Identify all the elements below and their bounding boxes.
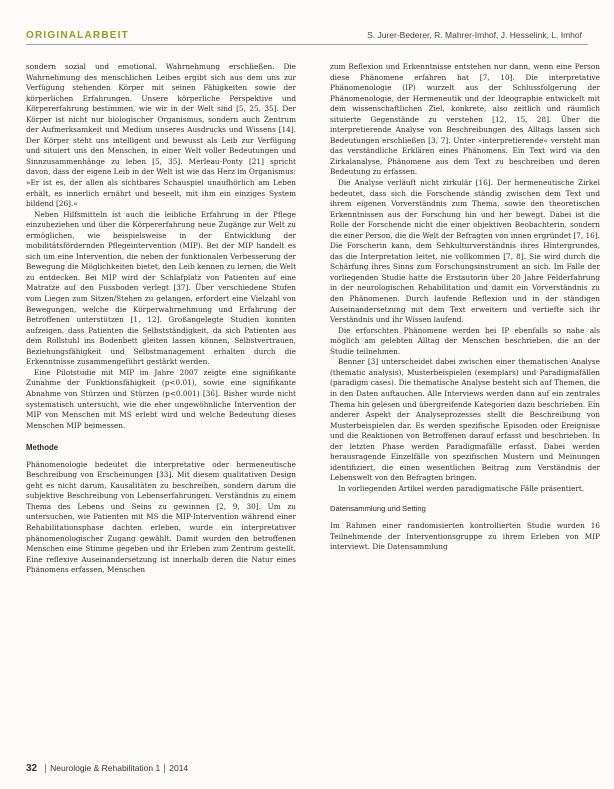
journal-year: 2014	[169, 763, 189, 773]
footer-divider	[164, 764, 165, 773]
author-line: S. Jurer-Bederer, R. Mahrer-Imhof, J. Hesselink, L. Imhof	[367, 30, 582, 40]
subsection-heading-datensammlung: Datensammlung und Setting	[330, 504, 426, 514]
paragraph: Die erforschten Phänomene werden bei IP ebenfalls so nahe als möglich am gelebten Alltag der Menschen beschrieben, die an der Studie teilnehmen.	[330, 325, 600, 356]
page-number: 32	[26, 763, 38, 774]
section-heading-methode: Methode	[26, 443, 59, 453]
paragraph: Eine Pilotstudie mit MIP im Jahre 2007 zeigte eine signifikante Zunahme der Funktionsfähigkeit (p<0.01), sowie eine signifikante Abnahme von Stürzen und Stürzen (p<0.001) [36]. Bisher wurde nicht systematisch untersucht, wie die eher ungewöhnliche Intervention der MIP von Menschen mit MS erlebt wird und welche Bedeutung dieses Menschen MIP beimessen.	[26, 367, 296, 430]
header-rule	[26, 44, 588, 45]
paragraph: Phänomenologie bedeutet die interpretative oder hermeneutische Beschreibung von Erscheinungen [33]. Mit diesem qualitativen Design geht es nicht darum, Kausalitäten zu beschreiben, sondern darum die subjektive Beschreibung von Lebenserfahrungen. Verständnis zu einem Thema des Lebens und Seins zu gewinnen [2, 9, 30]. Um zu untersuchen, wie Patienten mit MS die MIP-Intervention während einer Rehabilitationsphase dachten erleben, wurde ein interpretativer phänomenologischer Zugang gewählt. Damit wurden den betroffenen Menschen eine Stimme gegeben und ihr Erleben zum Zentrum gestellt. Eine reflexive Auseinandersetzung ist innerhalb deren die Natur eines Phänomens erfassen, Menschen	[26, 459, 296, 575]
left-column	[26, 62, 296, 576]
journal-name: Neurologie & Rehabilitation 1	[50, 763, 161, 773]
footer-divider	[45, 764, 46, 773]
paragraph: Benner [3] unterscheidet dabei zwischen einer thematischen Analyse (thematic analysis), Musterbeispielen (exemplars) und Paradigmafällen (paradigm cases). Die thematische Analyse besteht sich auf Themen, die in den Daten auftauchen. Alle Interviews werden dann auf ein zentrales Thema hin gelesen und übergreifende Kategorien dazu beschrieben. Ein anderer Aspekt der Analyseprozesses stellt die Beschreibung von Musterbeispielen dar. Es werden spezifische Episoden oder Ereignisse und die Reaktionen von Betroffenen darauf erfasst und beschrieben. In der letzten Phase werden Paradigmafälle erfasst. Dabei werden herausragende Einzelfälle von spezifischen Mustern und Meinungen identifiziert, die einen wesentlichen Beitrag zum Verständnis der Lebenswelt von den Befragten bringen.	[330, 357, 600, 483]
page-header	[0, 0, 614, 70]
paragraph: Neben Hilfsmitteln ist auch die leibliche Erfahrung in der Pflege einzubeziehen und über die Körpererfahrung neue Zugänge zur Welt zu ermöglichen, wie beispielsweise in der Entwicklung der mobilitätsfördernden Pflegeintervention (MIP). Bei der MIP handelt es sich um eine Intervention, die neben der funktionalen Verbesserung der Bewegung die Möglichkeiten bietet, den Leib kennen zu lernen, die Welt zu entdecken. Bei MIP wird der Schlafplatz von Patienten auf eine Matratze auf den Fussboden verlegt [37]. Über verschiedene Stufen vom Liegen zum Sitzen/Stehen zu gelangen, erfordert eine Vielzahl von Bewegungen, welche die Körperwahrnehmung und Erfahrung der Betroffenen unterstützen [1, 12]. Großangelegte Studien konnten aufzeigen, dass Patienten die Selbstständigkeit, da sich Patienten aus dem Rollstuhl ins Bodenbett gleiten lassen können, Selbstvertrauen, Beziehungsfähigkeit und Selbstmanagement erhalten durch die Erkenntnisse zusammengeführt gestärkt werden.	[26, 209, 296, 367]
paragraph: In vorliegenden Artikel werden paradigmatische Fälle präsentiert.	[338, 483, 585, 493]
paragraph: Im Rahmen einer randomisierten kontrollierten Studie wurden 16 Teilnehmende der Interventionsgruppe zu ihrem Erleben von MIP interviewt. Die Datensammlung	[330, 520, 600, 552]
paragraph: Die Analyse verläuft nicht zirkulär [16]. Der hermeneutische Zirkel bedeutet, dass sich die Forschende ständig zwischen dem Text und ihrem eigenen Vorverständnis zum Thema, sowie den theoretischen Erkenntnissen aus der Forschung hin und her bewegt. Dabei ist die Rolle der Forschende nicht die einer objektiven Beobachterin, sondern die einer Person, die die Welt der Befragten von innen ergründet [7, 16]. Die Forscherin kann, dem Sehkulturverständnis ihres Hintergrundes, das die Interpretation leitet, nie vollkommen [7, 8]. Sie wird durch die Schärfung ihres Sinns zum Forschungsinstrument an sich. Im Falle der vorliegenden Studie hatte die Erstautorin über 20 Jahre Felderfahrung in der neurologischen Rehabilitation und damit ein Vorverständnis zu den Phänomenen. Durch laufende Reflexion und in der ständigen Auseinandersetzung mit dem Text erweitern und vertiefte sich ihr Verständnis und ihr Wissen laufend.	[330, 178, 600, 325]
right-column	[330, 62, 600, 553]
paragraph: zum Reflexion und Erkenntnisse entstehen nur dann, wenn eine Person diese Phänomene erfahren hat [7, 10]. Die interpretative Phänomenologie (IP) wurzelt aus der Schlussfolgerung der Phänomenologie, der Hermeneutik und der Ideographie entwickelt mit dem wissenschaftlichen Ziel, konkrete, also zeitlich und räumlich situierte Gegenstände zu verstehen [12, 15, 28]. Über die interpretierende Analyse von Beschreibungen des Alltags lassen sich Bedeutungen erschließen [3, 7]. Unter »interpretierende« versteht man das verständliche Erklären eines Phänomens. Ein Text wird via den Zirkalanalyse, Phänomene aus dem Text zu beschreiben und deren Bedeutung zu erfassen.	[330, 62, 600, 177]
section-label: ORIGINALARBEIT	[26, 30, 129, 41]
paragraph: sondern sozial und emotional. Wahrnehmung erschließen. Die Wahrnehmung des menschlichen Leibes ergibt sich aus dem uns zur Verfügung stehenden Körper mit seinen Fähigkeiten sowie der körperlichen Erfahrungen. Unsere körperliche Perspektive und Körpererfahrung bestimmen, wie wir in der Welt sind [5, 25, 35]. Der Körper ist nicht nur biologischer Organismus, sondern auch Zentrum der Aufmerksamkeit und Medium unseres Ausdrucks und Wissens [14]. Der Körper steht uns intelligent und bewusst als Leib zur Verfügung und situiert uns den Menschen, in einer Welt voller Bedeutungen und Sinnzusammenhänge zu leben [5, 35]. Merleau-Ponty [21] spricht davon, dass der eigene Leib in der Welt ist wie das Herz im Organismus: »Er ist es, der allen als sichtbares Schauspiel unaufhörlich am Leben erhält, es innerlich ernährt und beseelt, mit ihm ein einziges System bildend [26].«	[26, 62, 296, 209]
page-footer	[26, 763, 188, 774]
